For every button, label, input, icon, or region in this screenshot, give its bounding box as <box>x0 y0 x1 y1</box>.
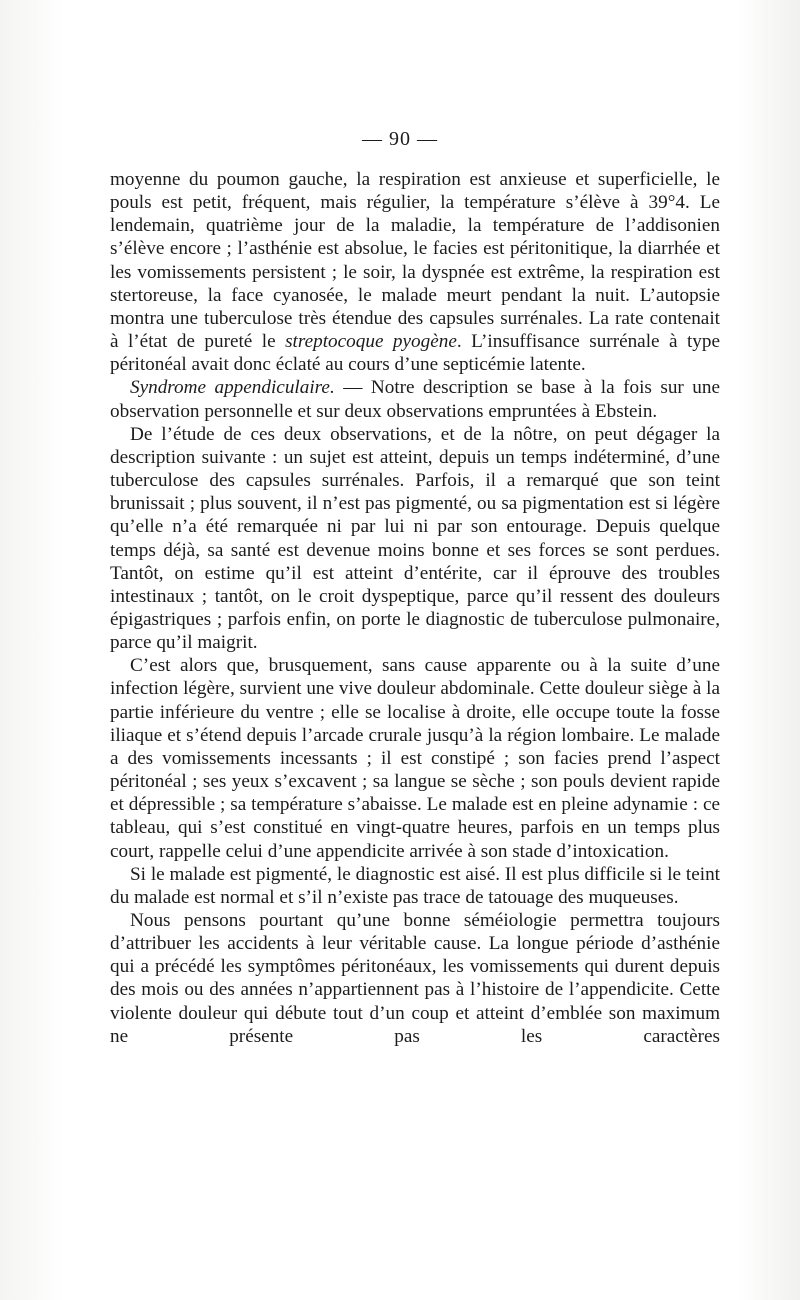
paragraph-text: moyenne du poumon gauche, la respiration est anxieuse et superficielle, le pouls est petit, fréquent, mais régulier, la température s’élève à 39°4. Le lendemain, quatrième jour de la maladie, la température de l’addisonien s’élève encore ; l’asthénie est absolue, le facies est péritonitique, la diarrhée et les vomissements persistent ; le soir, la dyspnée est extrême, la respiration est stertoreuse, la face cyanosée, le malade meurt pendant la nuit. L’autopsie montra une tuberculose très étendue des capsules surrénales. La rate contenait à l’état de pureté le <box>110 169 720 353</box>
paragraph-syndrome-appendiculaire <box>110 376 720 422</box>
body-text <box>110 168 720 1048</box>
paragraph-description <box>110 423 720 655</box>
italic-term: streptocoque pyogène <box>285 331 457 353</box>
paragraph-semeiology <box>110 909 720 1048</box>
paragraph-text: De l’étude de ces deux observations, et de la nôtre, on peut dégager la description suivante : un sujet est atteint, depuis un temps indéterminé, d’une tuberculose des capsules surrénales. Parfois, il a remarqué que son teint brunissait ; plus souvent, il n’est pas pigmenté, ou sa pigmentation est si légère qu’elle n’a été remarquée ni par lui ni par son entourage. Depuis quelque temps déjà, sa santé est devenue moins bonne et ses forces se sont perdues. Tantôt, on estime qu’il est atteint d’entérite, car il éprouve des troubles intestinaux ; tantôt, on le croit dyspeptique, parce qu’il ressent des douleurs épigastriques ; parfois enfin, on porte le diagnostic de tuberculose pulmonaire, parce qu’il maigrit. <box>110 423 720 654</box>
paragraph-text: Nous pensons pourtant qu’une bonne séméiologie permettra toujours d’attribuer les accidents à leur véritable cause. La longue période d’asthénie qui a précédé les symptômes péritonéaux, les vomissements qui durent depuis des mois ou des années n’appartiennent pas à l’histoire de l’appendicite. Cette violente douleur qui débute tout d’un coup et atteint d’emblée son maximum ne présente pas les caractères <box>110 910 720 1047</box>
paragraph-text: — Notre description se base à la fois sur une observation personnelle et sur deux observations empruntées à Ebstein. <box>110 377 720 422</box>
paragraph-text-continued: . L’insuffisance surrénale à type péritonéal avait donc éclaté au cours d’une septicémie latente. <box>110 331 720 376</box>
section-heading: Syndrome appendiculaire. <box>130 377 335 399</box>
page-number: — 90 — <box>362 128 438 150</box>
paragraph-addisonien-case <box>110 168 720 376</box>
paragraph-onset <box>110 654 720 862</box>
paragraph-text: C’est alors que, brusquement, sans cause apparente ou à la suite d’une infection légère, survient une vive douleur abdominale. Cette douleur siège à la partie inférieure du ventre ; elle se localise à droite, elle occupe toute la fosse iliaque et s’étend depuis l’arcade crurale jusqu’à la région lombaire. Le malade a des vomissements incessants ; il est constipé ; son facies prend l’aspect péritonéal ; ses yeux s’excavent ; sa langue se sèche ; son pouls devient rapide et dépressible ; sa température s’abaisse. Le malade est en pleine adynamie : ce tableau, qui s’est constitué en vingt-quatre heures, parfois en un temps plus court, rappelle celui d’une appendicite arrivée à son stade d’intoxication. <box>110 655 720 862</box>
paragraph-text: Si le malade est pigmenté, le diagnostic est aisé. Il est plus difficile si le teint du malade est normal et s’il n’existe pas trace de tatouage des muqueuses. <box>110 863 720 908</box>
paragraph-diagnosis <box>110 863 720 909</box>
